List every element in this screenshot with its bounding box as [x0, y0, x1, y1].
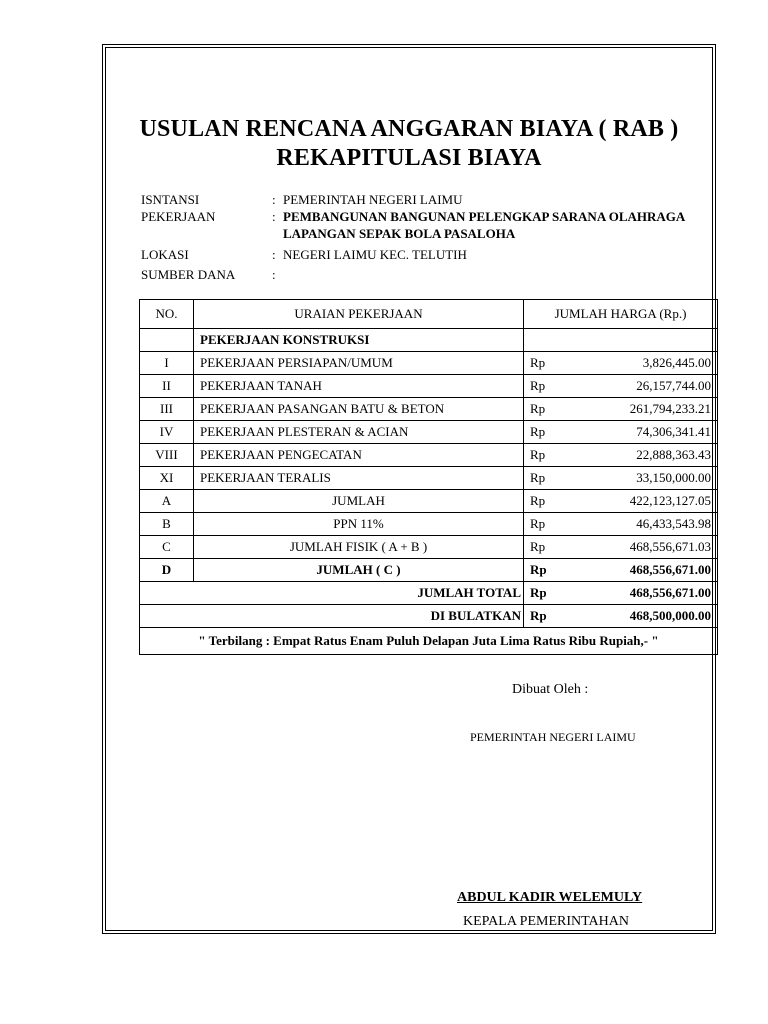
sumber-dana-colon: :: [272, 267, 276, 282]
summary-no: A: [140, 490, 194, 513]
summary-uraian: PPN 11%: [194, 513, 524, 536]
row-currency: Rp: [524, 398, 572, 421]
d-amount: 468,556,671.00: [572, 559, 718, 582]
summary-amount: 468,556,671.03: [572, 536, 718, 559]
terbilang-row: [140, 628, 718, 655]
row-currency: Rp: [524, 352, 572, 375]
row-currency: Rp: [524, 444, 572, 467]
summary-amount: 422,123,127.05: [572, 490, 718, 513]
table-row: [140, 352, 718, 375]
summary-currency: Rp: [524, 490, 572, 513]
jumlah-total-label: JUMLAH TOTAL: [194, 582, 524, 605]
header-jumlah: JUMLAH HARGA (Rp.): [524, 300, 718, 329]
pekerjaan-value-line2: LAPANGAN SEPAK BOLA PASALOHA: [283, 226, 516, 241]
section-row: [140, 329, 718, 352]
dibuat-oleh: Dibuat Oleh :: [512, 682, 589, 697]
d-currency: Rp: [524, 559, 572, 582]
signature-instansi: PEMERINTAH NEGERI LAIMU: [470, 730, 636, 744]
summary-no: C: [140, 536, 194, 559]
row-amount: 261,794,233.21: [572, 398, 718, 421]
rab-table: [139, 299, 718, 655]
row-uraian: PEKERJAAN PERSIAPAN/UMUM: [194, 352, 524, 375]
summary-row: [140, 536, 718, 559]
pekerjaan-value-line1: PEMBANGUNAN BANGUNAN PELENGKAP SARANA OLAHRAGA: [283, 209, 686, 224]
row-no: I: [140, 352, 194, 375]
table-row: [140, 444, 718, 467]
summary-uraian: JUMLAH: [194, 490, 524, 513]
dibulatkan-amount: 468,500,000.00: [572, 605, 718, 628]
row-currency: Rp: [524, 421, 572, 444]
row-no: XI: [140, 467, 194, 490]
section-title: PEKERJAAN KONSTRUKSI: [194, 329, 524, 352]
jumlah-c-row: [140, 559, 718, 582]
row-no: II: [140, 375, 194, 398]
dibulatkan-currency: Rp: [524, 605, 572, 628]
sumber-dana-label: SUMBER DANA: [141, 267, 236, 282]
lokasi-value: NEGERI LAIMU KEC. TELUTIH: [283, 247, 467, 262]
row-currency: Rp: [524, 375, 572, 398]
header-uraian: URAIAN PEKERJAAN: [194, 300, 524, 329]
pekerjaan-colon: :: [272, 209, 276, 224]
row-currency: Rp: [524, 467, 572, 490]
summary-currency: Rp: [524, 536, 572, 559]
instansi-label: ISNTANSI: [141, 192, 200, 207]
row-uraian: PEKERJAAN PLESTERAN & ACIAN: [194, 421, 524, 444]
table-row: [140, 398, 718, 421]
header-no: NO.: [140, 300, 194, 329]
summary-no: B: [140, 513, 194, 536]
d-uraian: JUMLAH ( C ): [194, 559, 524, 582]
document-title: USULAN RENCANA ANGGARAN BIAYA ( RAB ): [139, 116, 679, 142]
signatory-title: KEPALA PEMERINTAHAN: [463, 914, 629, 929]
pekerjaan-label: PEKERJAAN: [141, 209, 216, 224]
jumlah-total-currency: Rp: [524, 582, 572, 605]
summary-row: [140, 490, 718, 513]
terbilang-text: " Terbilang : Empat Ratus Enam Puluh Delapan Juta Lima Ratus Ribu Rupiah,- ": [140, 628, 718, 655]
jumlah-total-row: [140, 582, 718, 605]
row-uraian: PEKERJAAN TANAH: [194, 375, 524, 398]
lokasi-label: LOKASI: [141, 247, 189, 262]
dibulatkan-label: DI BULATKAN: [194, 605, 524, 628]
signatory-name: ABDUL KADIR WELEMULY: [457, 890, 643, 905]
row-amount: 26,157,744.00: [572, 375, 718, 398]
row-uraian: PEKERJAAN TERALIS: [194, 467, 524, 490]
table-row: [140, 375, 718, 398]
row-no: VIII: [140, 444, 194, 467]
row-amount: 22,888,363.43: [572, 444, 718, 467]
lokasi-colon: :: [272, 247, 276, 262]
summary-row: [140, 513, 718, 536]
table-header-row: [140, 300, 718, 329]
d-no: D: [140, 559, 194, 582]
row-amount: 74,306,341.41: [572, 421, 718, 444]
row-no: III: [140, 398, 194, 421]
summary-amount: 46,433,543.98: [572, 513, 718, 536]
row-no: IV: [140, 421, 194, 444]
instansi-value: PEMERINTAH NEGERI LAIMU: [283, 192, 463, 207]
table-row: [140, 467, 718, 490]
row-uraian: PEKERJAAN PENGECATAN: [194, 444, 524, 467]
instansi-colon: :: [272, 192, 276, 207]
row-amount: 33,150,000.00: [572, 467, 718, 490]
table-row: [140, 421, 718, 444]
summary-uraian: JUMLAH FISIK ( A + B ): [194, 536, 524, 559]
summary-currency: Rp: [524, 513, 572, 536]
document-subtitle: REKAPITULASI BIAYA: [276, 145, 542, 171]
row-uraian: PEKERJAAN PASANGAN BATU & BETON: [194, 398, 524, 421]
jumlah-total-amount: 468,556,671.00: [572, 582, 718, 605]
dibulatkan-row: [140, 605, 718, 628]
row-amount: 3,826,445.00: [572, 352, 718, 375]
